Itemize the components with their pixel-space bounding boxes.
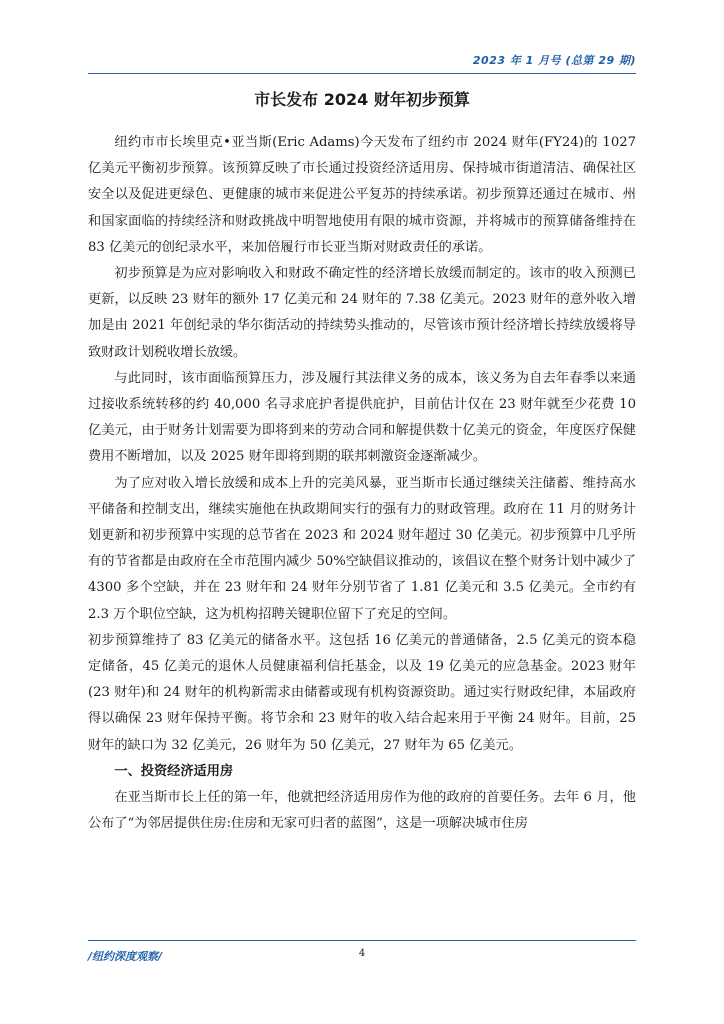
header-divider	[88, 73, 636, 74]
article-body	[88, 130, 636, 837]
paragraph: 为了应对收入增长放缓和成本上升的完美风暴，亚当斯市长通过继续关注储蓄、维持高水平储备和控制支出，继续实施他在执政期间实行的强有力的财政管理。政府在 11 月的财务计划更新和初步预算中实现的总节省在 2023 和 2024 财年超过 30 亿美元。初步预算中几乎所有的节省都是由政府在全市范围内减少 50%空缺倡议推动的，该倡议在整个财务计划中减少了 4300 多个空缺，并在 23 财年和 24 财年分别节省了 1.81 亿美元和 3.5 亿美元。全市约有 2.3 万个职位空缺，这为机构招聘关键职位留下了充足的空间。	[88, 475, 636, 622]
paragraph: 初步预算是为应对影响收入和财政不确定性的经济增长放缓而制定的。该市的收入预测已更新，以反映 23 财年的额外 17 亿美元和 24 财年的 7.38 亿美元。2023 财年的意外收入增加是由 2021 年创纪录的华尔街活动的持续势头推动的，尽管该市预计经济增长持续放缓将导致财政计划税收增长放缓。	[88, 266, 636, 360]
publication-name: /纽约深度观察/	[88, 950, 163, 963]
section-heading: 一、投资经济适用房	[114, 763, 234, 779]
page-number: 4	[358, 948, 366, 959]
paragraph: 纽约市市长埃里克•亚当斯(Eric Adams)今天发布了纽约市 2024 财年(FY24)的 1027 亿美元平衡初步预算。该预算反映了市长通过投资经济适用房、保持城市街道清洁、确保社区安全以及促进更绿色、更健康的城市来促进公平复苏的持续承诺。初步预算还通过在城市、州和国家面临的持续经济和财政挑战中明智地使用有限的城市资源，并将城市的预算储备维持在 83 亿美元的创纪录水平，来加倍履行市长亚当斯对财政责任的承诺。	[88, 135, 636, 255]
paragraph: 在亚当斯市长上任的第一年，他就把经济适用房作为他的政府的首要任务。去年 6 月，他公布了“为邻居提供住房:住房和无家可归者的蓝图”，这是一项解决城市住房	[88, 790, 636, 832]
footer-divider	[88, 940, 636, 941]
issue-label: 2023 年 1 月号 (总第 29 期)	[472, 54, 636, 67]
paragraph: 与此同时，该市面临预算压力，涉及履行其法律义务的成本，该义务为自去年春季以来通过接收系统转移的约 40,000 名寻求庇护者提供庇护，目前估计仅在 23 财年就至少花费 10 亿美元，由于财务计划需要为即将到来的劳动合同和解提供数十亿美元的资金，年度医疗保健费用不断增加，以及 2025 财年即将到期的联邦刺激资金逐渐减少。	[88, 370, 636, 465]
article-title: 市长发布 2024 财年初步预算	[254, 90, 470, 109]
paragraph: 初步预算维持了 83 亿美元的储备水平。这包括 16 亿美元的普通储备，2.5 亿美元的资本稳定储备，45 亿美元的退休人员健康福利信托基金，以及 19 亿美元的应急基金。2023 财年(23 财年)和 24 财年的机构新需求由储蓄或现有机构资源资助。通过实行财政纪律，本届政府得以确保 23 财年保持平衡。将节余和 23 财年的收入结合起来用于平衡 24 财年。目前，25 财年的缺口为 32 亿美元，26 财年为 50 亿美元，27 财年为 65 亿美元。	[88, 632, 636, 753]
